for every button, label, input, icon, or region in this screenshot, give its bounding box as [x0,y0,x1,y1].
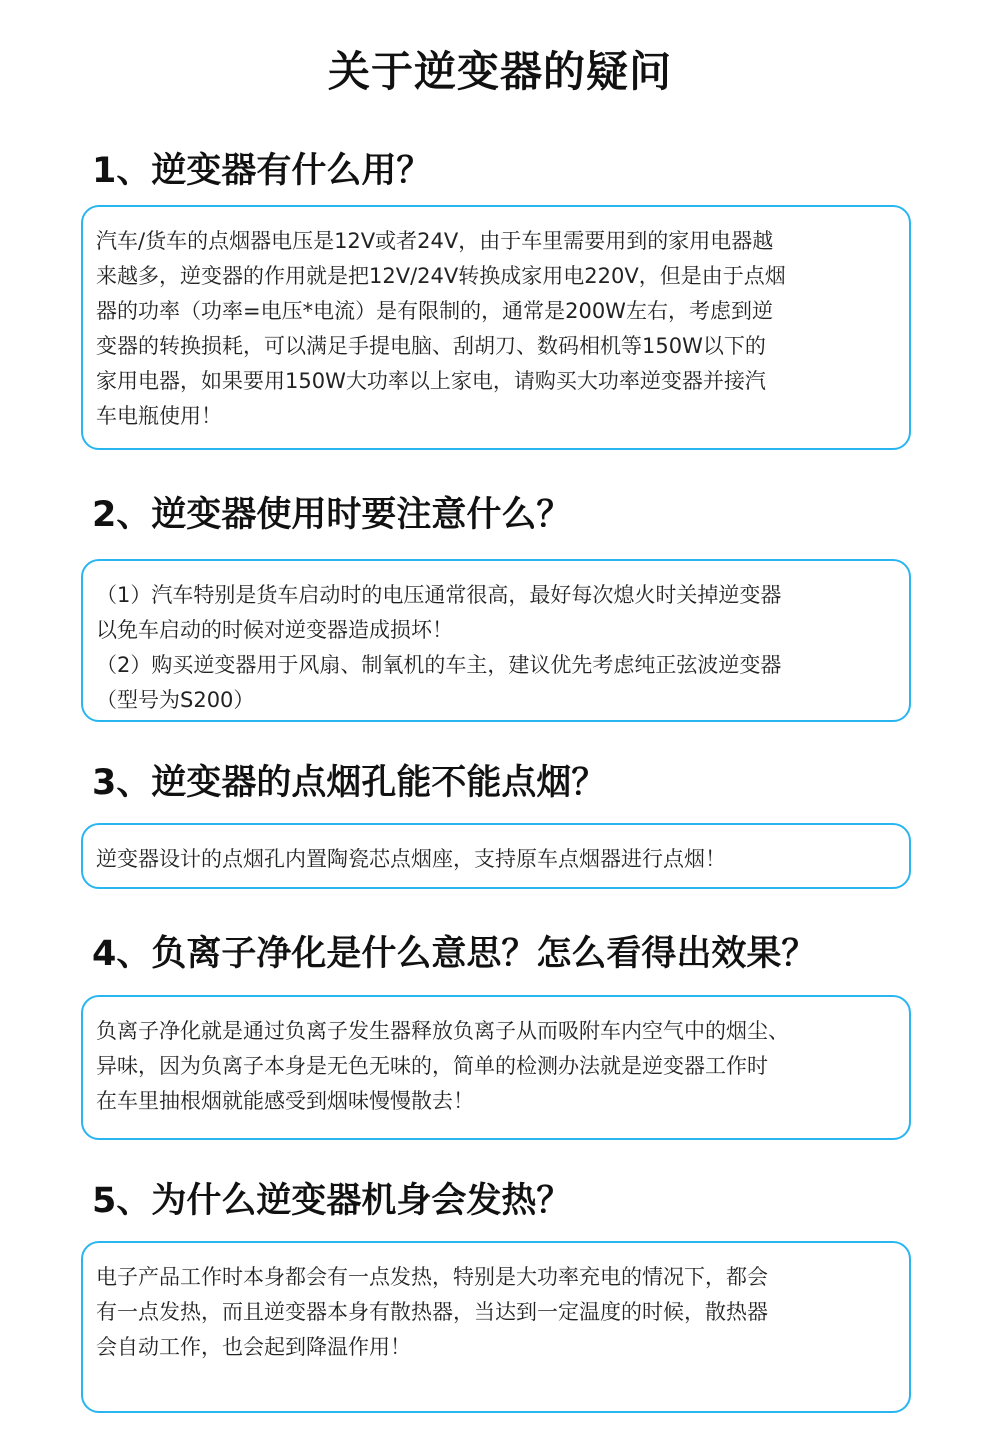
answer-line: （2）购买逆变器用于风扇、制氧机的车主，建议优先考虑纯正弦波逆变器 [96,653,782,677]
faq-question-2: 2、逆变器使用时要注意什么？ [92,495,572,535]
answer-line: 有一点发热，而且逆变器本身有散热器，当达到一定温度的时候，散热器 [96,1300,768,1324]
faq-answer-box-1 [81,205,911,450]
answer-line: （1）汽车特别是货车启动时的电压通常很高，最好每次熄火时关掉逆变器 [96,583,782,607]
faq-answer-box-5 [81,1241,911,1413]
faq-answer-box-2 [81,559,911,722]
answer-line: 电子产品工作时本身都会有一点发热，特别是大功率充电的情况下，都会 [96,1265,768,1289]
answer-line: 会自动工作，也会起到降温作用！ [96,1335,411,1359]
page-title: 关于逆变器的疑问 [327,47,672,96]
answer-line: （型号为S200） [96,688,255,712]
faq-answer-box-4 [81,995,911,1140]
answer-line: 器的功率（功率=电压*电流）是有限制的，通常是200W左右，考虑到逆 [96,299,773,323]
answer-line: 负离子净化就是通过负离子发生器释放负离子从而吸附车内空气中的烟尘、 [96,1019,789,1043]
answer-line: 汽车/货车的点烟器电压是12V或者24V，由于车里需要用到的家用电器越 [96,229,774,253]
answer-line: 以免车启动的时候对逆变器造成损坏！ [96,618,453,642]
answer-line: 来越多，逆变器的作用就是把12V/24V转换成家用电220V，但是由于点烟 [96,264,786,288]
faq-answer-box-3 [81,823,911,889]
answer-line: 家用电器，如果要用150W大功率以上家电，请购买大功率逆变器并接汽 [96,369,766,393]
faq-question-4: 4、负离子净化是什么意思？怎么看得出效果？ [92,934,817,974]
answer-line: 车电瓶使用！ [96,404,222,428]
faq-question-5: 5、为什么逆变器机身会发热？ [92,1181,572,1221]
answer-line: 变器的转换损耗，可以满足手提电脑、刮胡刀、数码相机等150W以下的 [96,334,766,358]
faq-question-1: 1、逆变器有什么用？ [92,151,432,191]
answer-line: 在车里抽根烟就能感受到烟味慢慢散去！ [96,1089,474,1113]
answer-line: 异味，因为负离子本身是无色无味的，简单的检测办法就是逆变器工作时 [96,1054,768,1078]
faq-question-3: 3、逆变器的点烟孔能不能点烟？ [92,763,607,803]
answer-line: 逆变器设计的点烟孔内置陶瓷芯点烟座，支持原车点烟器进行点烟！ [96,847,726,871]
